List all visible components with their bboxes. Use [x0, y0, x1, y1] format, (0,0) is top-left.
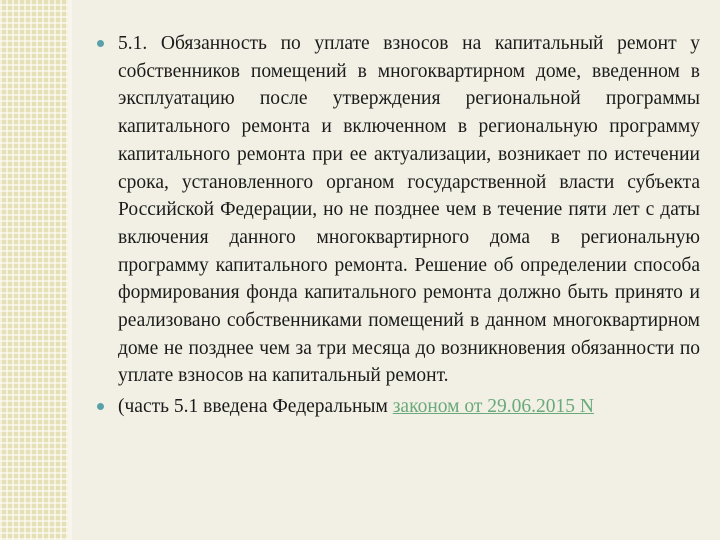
- bullet-item-2: [94, 393, 700, 421]
- bullet-text: (часть 5.1 введена Федеральным: [118, 396, 393, 418]
- bullet-dot-icon: [97, 40, 104, 47]
- slide-content: [94, 30, 700, 421]
- side-divider: [68, 0, 72, 540]
- bullet-item-1: [94, 30, 700, 390]
- decorative-side-strip: [0, 0, 68, 540]
- law-link[interactable]: законом от 29.06.2015 N: [392, 396, 594, 418]
- bullet-dot-icon: [97, 403, 104, 410]
- bullet-text: 5.1. Обязанность по уплате взносов на капитальный ремонт у собственников помещений в многоквартирном доме, введенном в эксплуатацию после утверждения региональной программы капитального ремонта и включенном в региональную программу капитального ремонта при ее актуализации, возникает по истечении срока, установленного органом государственной власти субъекта Российской Федерации, но не позднее чем в течение пяти лет с даты включения данного многоквартирного дома в региональную программу капитального ремонта. Решение об определении способа формирования фонда капитального ремонта должно быть принято и реализовано собственниками помещений в данном многоквартирном доме не позднее чем за три месяца до возникновения обязанности по уплате взносов на капитальный ремонт.: [118, 33, 700, 387]
